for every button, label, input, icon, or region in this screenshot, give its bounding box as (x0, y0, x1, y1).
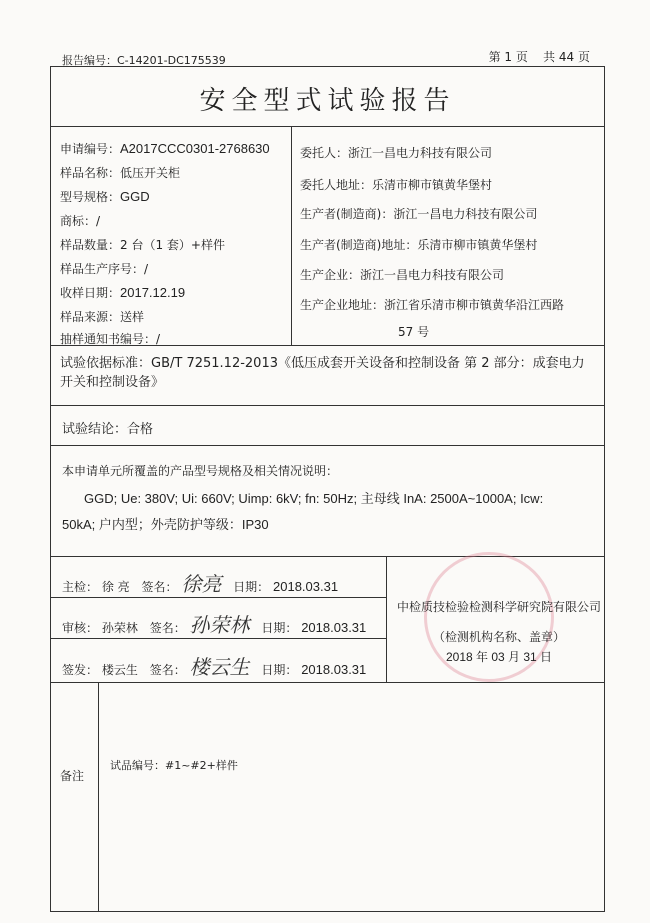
page-info: 第 1 页 共 44 页 (488, 50, 590, 64)
sample-quantity-row: 样品数量：2 台（1 套）+样件 (60, 238, 225, 252)
signature-image: 徐亮 (181, 572, 222, 596)
divider (50, 445, 605, 446)
client-address-row: 委托人地址：乐清市柳市镇黄华堡村 (300, 178, 493, 192)
divider (50, 597, 386, 598)
factory-address-row: 生产企业地址：浙江省乐清市柳市镇黄华沿江西路 (300, 298, 565, 312)
coverage-line-1: GGD; Ue: 380V; Ui: 660V; Uimp: 6kV; fn: 50Hz; 主母线 InA: 2500A~1000A; Icw: (84, 491, 544, 506)
divider (98, 682, 99, 912)
issuer-row: 签发： 楼云生 签名： 楼云生 日期： 2018.03.31 (62, 655, 367, 679)
signature-image: 楼云生 (189, 655, 250, 679)
remarks-label: 备注 (60, 769, 85, 783)
test-conclusion: 试验结论：合格 (62, 422, 154, 437)
divider (50, 638, 386, 639)
signature-image: 孙荣林 (189, 613, 250, 637)
manufacturer-address-row: 生产者(制造商)地址：乐清市柳市镇黄华堡村 (300, 238, 538, 252)
sampling-notice-row: 抽样通知书编号：/ (60, 332, 161, 346)
serial-number-row: 样品生产序号：/ (60, 262, 149, 276)
factory-address-cont: 57 号 (398, 325, 430, 339)
factory-row: 生产企业：浙江一昌电力科技有限公司 (300, 268, 505, 282)
sample-source-row: 样品来源：送样 (60, 310, 145, 324)
test-basis: 试验依据标准：GB/T 7251.12-2013《低压成套开关设备和控制设备 第 2 部分：成套电力开关和控制设备》 (60, 356, 585, 390)
client-row: 委托人：浙江一昌电力科技有限公司 (300, 146, 493, 160)
divider (50, 126, 605, 127)
reviewer-row: 审核： 孙荣林 签名： 孙荣林 日期： 2018.03.31 (62, 613, 367, 637)
trademark-row: 商标：/ (60, 214, 101, 228)
receive-date-row: 收样日期：2017.12.19 (60, 285, 186, 300)
report-number: 报告编号：C-14201-DC175539 (62, 54, 226, 67)
coverage-title: 本申请单元所覆盖的产品型号规格及相关情况说明： (62, 464, 339, 478)
model-row: 型号规格：GGD (60, 189, 150, 204)
institution-name: 中检质技检验检测科学研究院有限公司 (396, 600, 601, 614)
coverage-line-2: 50kA; 户内型；外壳防护等级：IP30 (62, 517, 269, 532)
chief-inspector-row: 主检： 徐 亮 签名： 徐亮 日期： 2018.03.31 (62, 572, 339, 596)
divider (50, 682, 605, 683)
application-number-row: 申请编号：A2017CCC0301-2768630 (60, 141, 270, 156)
remarks-text: 试品编号：#1~#2+样件 (110, 759, 238, 772)
institution-note: （检测机构名称、盖章） (432, 630, 565, 644)
institution-date: 2018 年 03 月 31 日 (445, 650, 553, 664)
coverage-body (62, 486, 597, 538)
report-title: 安全型式试验报告 (199, 86, 456, 116)
sample-name-row: 样品名称：低压开关柜 (60, 166, 181, 180)
divider (386, 556, 387, 682)
divider (291, 126, 292, 345)
divider (50, 556, 605, 557)
manufacturer-row: 生产者(制造商)：浙江一昌电力科技有限公司 (300, 207, 538, 221)
divider (50, 405, 605, 406)
